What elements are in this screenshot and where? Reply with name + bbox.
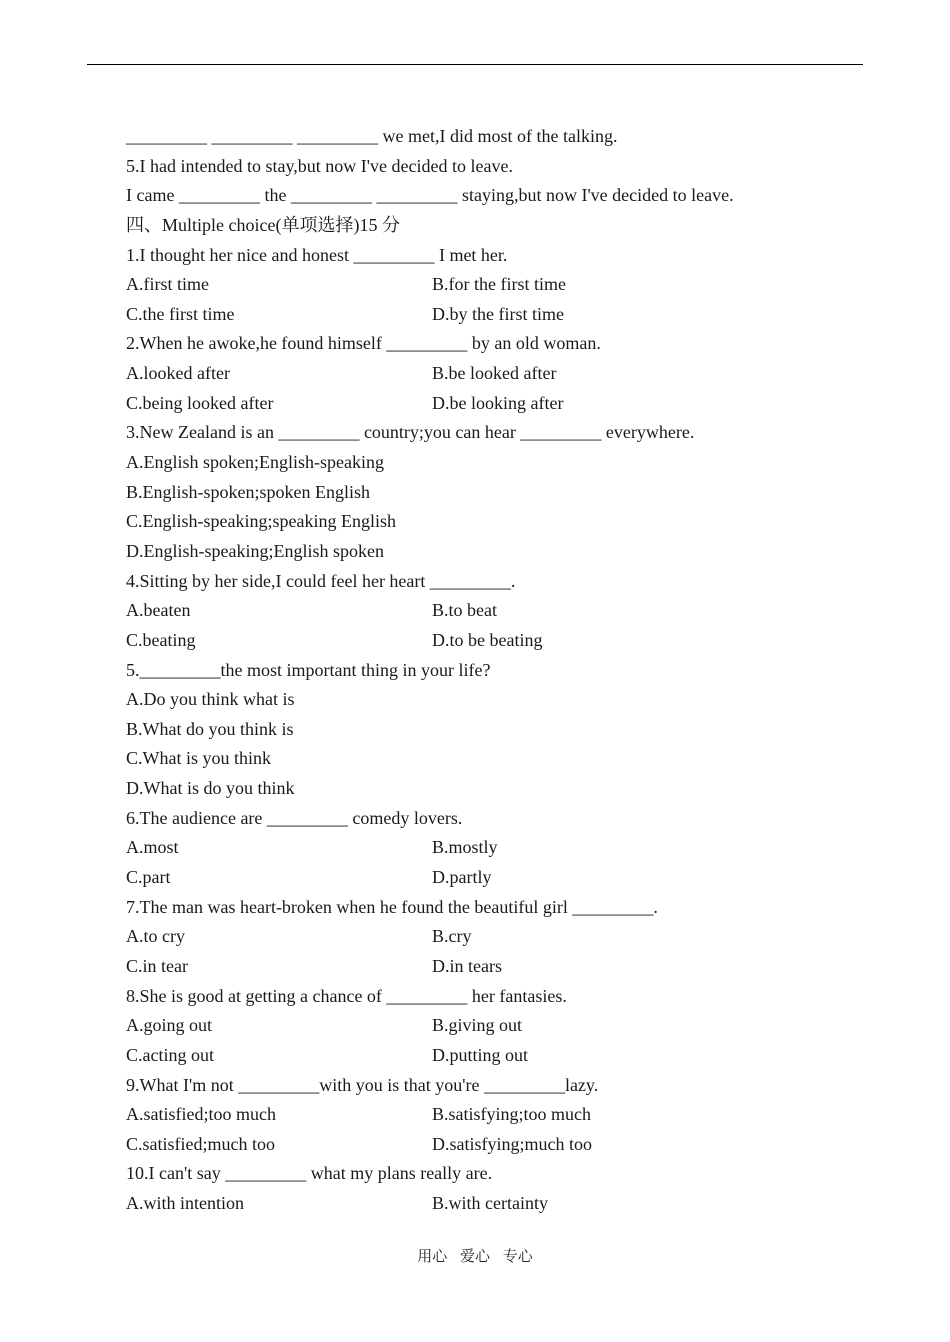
option-row <box>126 1100 850 1130</box>
question-stem: 7.The man was heart-broken when he found the beautiful girl _________. <box>126 896 658 917</box>
option-row <box>126 626 850 656</box>
option-left: A.most <box>126 837 179 858</box>
option-left: C.in tear <box>126 955 188 976</box>
option-line: A.English spoken;English-speaking <box>126 452 384 473</box>
option-right: D.partly <box>432 867 492 888</box>
footer-text-3: 专心 <box>502 1247 533 1265</box>
option-left: C.part <box>126 867 171 888</box>
option-line: C.English-speaking;speaking English <box>126 511 396 532</box>
text-line: _________ _________ _________ we met,I did most of the talking. <box>126 126 618 146</box>
option-row <box>126 300 850 330</box>
question-stem: 9.What I'm not _________with you is that you're _________lazy. <box>126 1074 599 1095</box>
option-right: B.satisfying;too much <box>432 1104 591 1125</box>
text-line: I came _________ the _________ _________ staying,but now I've decided to leave. <box>126 185 734 206</box>
option-right: D.in tears <box>432 955 502 976</box>
option-row <box>126 1041 850 1071</box>
option-right: B.for the first time <box>432 274 566 295</box>
option-row <box>126 922 850 952</box>
option-left: A.satisfied;too much <box>126 1104 276 1125</box>
footer-text-1: 用心 <box>417 1247 448 1265</box>
option-right: B.giving out <box>432 1015 523 1036</box>
option-right: B.with certainty <box>432 1193 548 1214</box>
text-line: 5.I had intended to stay,but now I've decided to leave. <box>126 155 513 176</box>
question-stem: 3.New Zealand is an _________ country;you can hear _________ everywhere. <box>126 422 695 443</box>
option-row <box>126 1130 850 1160</box>
option-left: C.acting out <box>126 1044 214 1065</box>
option-line: D.What is do you think <box>126 778 295 799</box>
option-line: B.English-spoken;spoken English <box>126 481 370 502</box>
option-left: C.being looked after <box>126 392 274 413</box>
option-left: A.beaten <box>126 600 191 621</box>
option-left: C.the first time <box>126 303 235 324</box>
option-row <box>126 1011 850 1041</box>
option-line: A.Do you think what is <box>126 689 295 710</box>
option-left: A.going out <box>126 1015 213 1036</box>
option-left: A.looked after <box>126 363 230 384</box>
question-stem: 2.When he awoke,he found himself _________ by an old woman. <box>126 333 601 354</box>
option-row <box>126 389 850 419</box>
option-line: D.English-speaking;English spoken <box>126 540 384 561</box>
option-row <box>126 952 850 982</box>
option-row <box>126 270 850 300</box>
option-right: B.be looked after <box>432 363 557 384</box>
option-row <box>126 359 850 389</box>
option-right: D.to be beating <box>432 629 543 650</box>
option-right: B.to beat <box>432 600 497 621</box>
question-stem: 5._________the most important thing in your life? <box>126 659 491 680</box>
option-row <box>126 596 850 626</box>
document-body <box>126 122 850 1219</box>
question-stem: 6.The audience are _________ comedy lovers. <box>126 807 463 828</box>
question-stem: 1.I thought her nice and honest _________ I met her. <box>126 244 508 265</box>
question-stem: 4.Sitting by her side,I could feel her heart _________. <box>126 570 516 591</box>
option-left: A.with intention <box>126 1193 244 1214</box>
option-line: B.What do you think is <box>126 718 294 739</box>
option-left: A.first time <box>126 274 209 295</box>
option-right: D.be looking after <box>432 392 564 413</box>
option-right: B.cry <box>432 926 472 947</box>
page-footer <box>0 1245 950 1266</box>
section-heading: 四、Multiple choice(单项选择)15 分 <box>126 214 400 235</box>
option-left: C.beating <box>126 629 196 650</box>
option-left: C.satisfied;much too <box>126 1133 275 1154</box>
question-stem: 10.I can't say _________ what my plans really are. <box>126 1163 493 1184</box>
option-right: D.satisfying;much too <box>432 1133 592 1154</box>
option-row <box>126 863 850 893</box>
option-row <box>126 1189 850 1219</box>
option-right: D.by the first time <box>432 303 564 324</box>
question-stem: 8.She is good at getting a chance of _________ her fantasies. <box>126 985 567 1006</box>
option-right: D.putting out <box>432 1044 529 1065</box>
option-row <box>126 833 850 863</box>
option-line: C.What is you think <box>126 748 271 769</box>
header-rule <box>87 64 863 65</box>
footer-text-2: 爱心 <box>459 1247 490 1265</box>
option-right: B.mostly <box>432 837 498 858</box>
option-left: A.to cry <box>126 926 185 947</box>
